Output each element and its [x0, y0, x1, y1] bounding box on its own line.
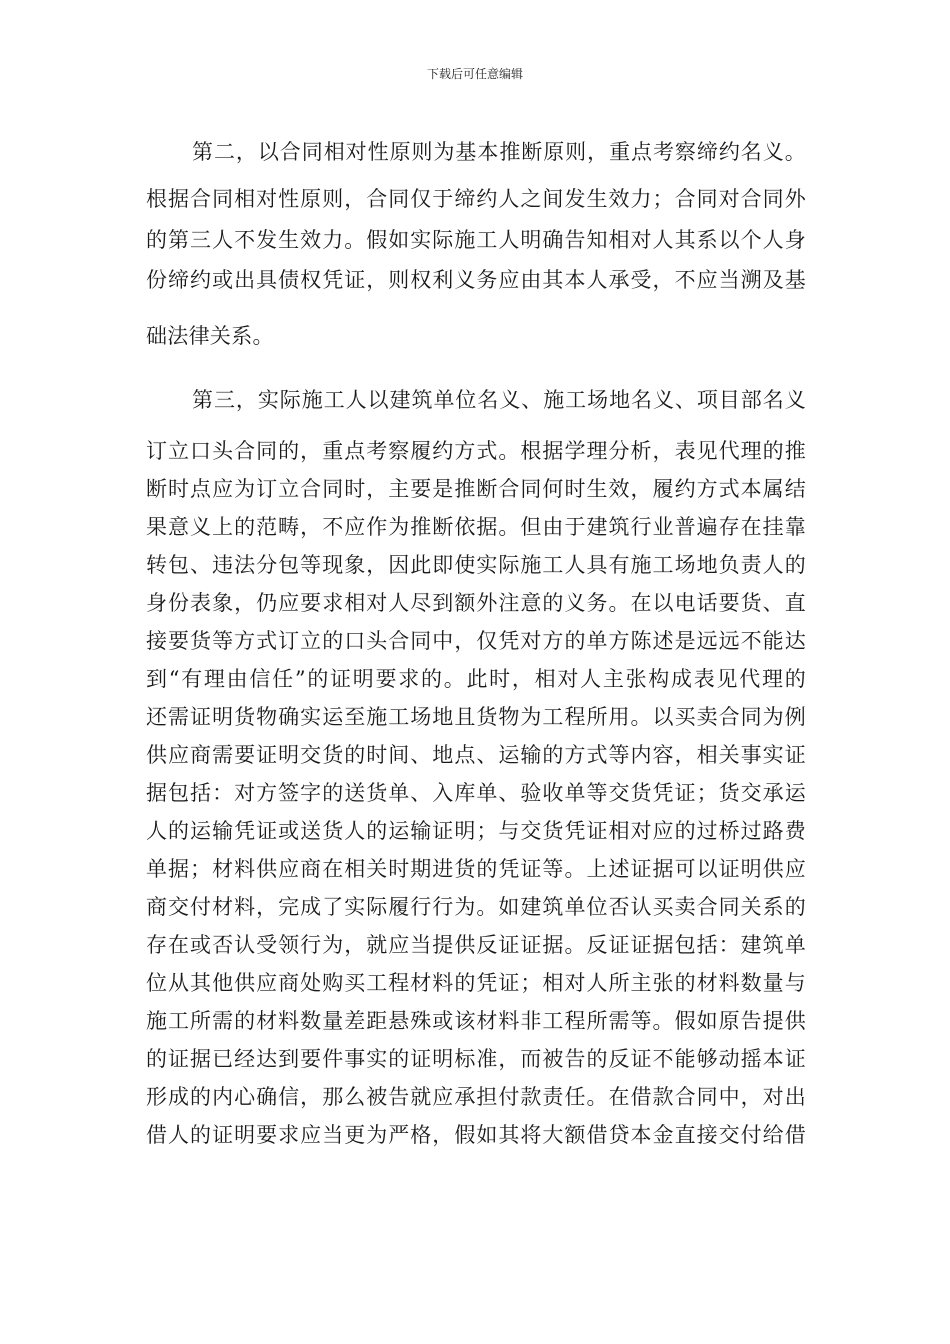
paragraph-line: 单据；材料供应商在相关时期进货的凭证等。上述证据可以证明供应 — [146, 857, 806, 881]
paragraph-line: 还需证明货物确实运至施工场地且货物为工程所用。以买卖合同为例 — [146, 705, 806, 729]
paragraph-line: 存在或否认受领行为，就应当提供反证证据。反证证据包括：建筑单 — [146, 933, 806, 957]
paragraph-line: 接要货等方式订立的口头合同中，仅凭对方的单方陈述是远远不能达 — [146, 629, 806, 653]
paragraph-line: 供应商需要证明交货的时间、地点、运输的方式等内容，相关事实证 — [146, 743, 806, 767]
paragraph-line: 借人的证明要求应当更为严格，假如其将大额借贷本金直接交付给借 — [146, 1123, 806, 1147]
paragraph-line: 的第三人不发生效力。假如实际施工人明确告知相对人其系以个人身 — [146, 228, 806, 252]
paragraph-line: 根据合同相对性原则，合同仅于缔约人之间发生效力；合同对合同外 — [146, 187, 806, 211]
paragraph-line: 第三，实际施工人以建筑单位名义、施工场地名义、项目部名义 — [192, 388, 806, 412]
paragraph-line: 据包括：对方签字的送货单、入库单、验收单等交货凭证；货交承运 — [146, 781, 806, 805]
paragraph-line: 的证据已经达到要件事实的证明标准，而被告的反证不能够动摇本证 — [146, 1047, 806, 1071]
page-header: 下载后可任意编辑 — [426, 67, 523, 81]
paragraph-line: 商交付材料，完成了实际履行行为。如建筑单位否认买卖合同关系的 — [146, 895, 806, 919]
paragraph-line: 果意义上的范畴，不应作为推断依据。但由于建筑行业普遍存在挂靠 — [146, 515, 806, 539]
paragraph-line: 到“有理由信任”的证明要求的。此时，相对人主张构成表见代理的 — [146, 667, 806, 691]
paragraph-line: 第二，以合同相对性原则为基本推断原则，重点考察缔约名义。 — [192, 140, 806, 164]
paragraph-line: 份缔约或出具债权凭证，则权利义务应由其本人承受，不应当溯及基 — [146, 268, 806, 292]
paragraph-line: 形成的内心确信，那么被告就应承担付款责任。在借款合同中，对出 — [146, 1085, 806, 1109]
paragraph-line: 订立口头合同的，重点考察履约方式。根据学理分析，表见代理的推 — [146, 439, 806, 463]
paragraph-line: 位从其他供应商处购买工程材料的凭证；相对人所主张的材料数量与 — [146, 971, 806, 995]
paragraph-line: 施工所需的材料数量差距悬殊或该材料非工程所需等。假如原告提供 — [146, 1009, 806, 1033]
paragraph-line: 身份表象，仍应要求相对人尽到额外注意的义务。在以电话要货、直 — [146, 591, 806, 615]
paragraph-line: 断时点应为订立合同时，主要是推断合同何时生效，履约方式本属结 — [146, 477, 806, 501]
paragraph-line: 人的运输凭证或送货人的运输证明；与交货凭证相对应的过桥过路费 — [146, 819, 806, 843]
paragraph-line: 础法律关系。 — [146, 324, 274, 348]
paragraph-line: 转包、违法分包等现象，因此即使实际施工人具有施工场地负责人的 — [146, 553, 806, 577]
